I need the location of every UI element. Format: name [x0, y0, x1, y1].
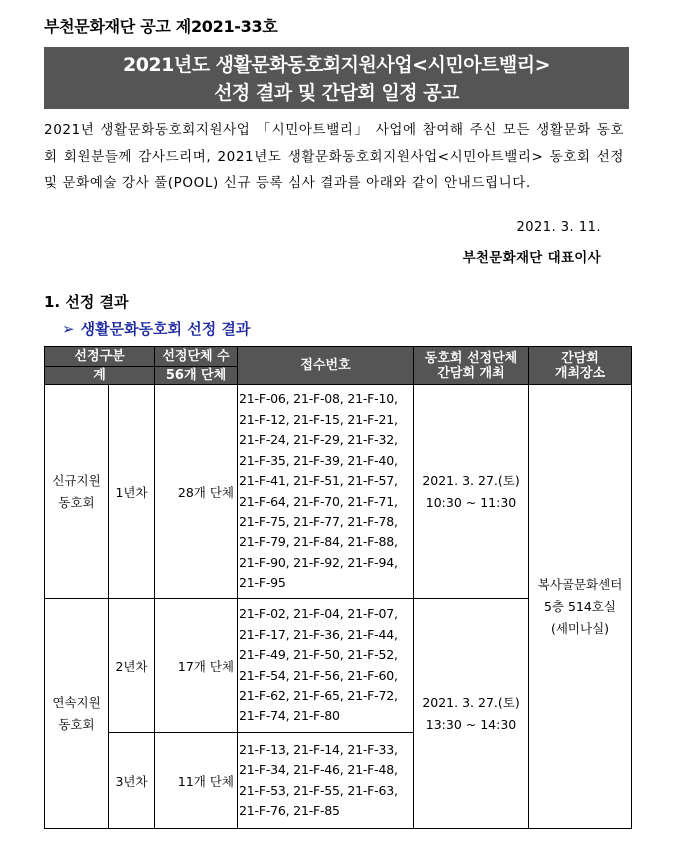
number-line: 21-F-64, 21-F-70, 21-F-71,	[239, 493, 398, 509]
meeting-date: 2021. 3. 27.(토)	[422, 472, 520, 488]
numbers-cell	[238, 733, 414, 829]
header-venue	[529, 347, 632, 385]
signer: 부천문화재단 대표이사	[462, 250, 601, 266]
meeting-time: 13:30 ~ 14:30	[425, 716, 517, 732]
group-type-line: 연속지원	[52, 694, 101, 710]
year-cell: 1년차	[109, 385, 155, 599]
number-line: 21-F-34, 21-F-46, 21-F-48,	[239, 762, 398, 778]
numbers-cell	[238, 385, 414, 599]
number-line: 21-F-41, 21-F-51, 21-F-57,	[239, 473, 398, 489]
arrow-bullet-icon: ➢	[62, 320, 75, 338]
count-cell: 17개 단체	[155, 599, 238, 733]
header-meeting	[414, 347, 529, 385]
number-line: 21-F-79, 21-F-84, 21-F-88,	[239, 534, 398, 550]
number-line: 21-F-13, 21-F-14, 21-F-33,	[239, 741, 398, 757]
title-banner	[44, 47, 629, 109]
year-cell: 3년차	[109, 733, 155, 829]
number-line: 21-F-90, 21-F-92, 21-F-94,	[239, 554, 398, 570]
header-meeting-line-2: 간담회 개최	[437, 365, 505, 381]
number-line: 21-F-53, 21-F-55, 21-F-63,	[239, 782, 398, 798]
venue-line: 복사골문화센터	[537, 576, 623, 592]
notice-number: 부천문화재단 공고 제2021-33호	[44, 17, 278, 36]
header-meeting-line-1: 동호회 선정단체	[424, 350, 518, 366]
group-type-new	[45, 385, 109, 599]
number-line: 21-F-75, 21-F-77, 21-F-78,	[239, 513, 398, 529]
number-line: 21-F-02, 21-F-04, 21-F-07,	[239, 606, 398, 622]
meeting-time: 10:30 ~ 11:30	[425, 494, 517, 510]
number-line: 21-F-12, 21-F-15, 21-F-21,	[239, 411, 398, 427]
section-heading: 1. 선정 결과	[44, 293, 129, 311]
subsection-heading	[62, 318, 250, 339]
header-total-label: 계	[45, 367, 155, 385]
selection-result-table	[44, 346, 632, 829]
venue-cell	[529, 385, 632, 829]
count-cell: 28개 단체	[155, 385, 238, 599]
meeting-cell	[414, 599, 529, 829]
meeting-date: 2021. 3. 27.(토)	[422, 694, 520, 710]
count-cell: 11개 단체	[155, 733, 238, 829]
year-cell: 2년차	[109, 599, 155, 733]
venue-line: 5층 514호실	[544, 598, 617, 614]
notice-date: 2021. 3. 11.	[516, 220, 601, 235]
number-line: 21-F-62, 21-F-65, 21-F-72,	[239, 687, 398, 703]
number-line: 21-F-06, 21-F-08, 21-F-10,	[239, 391, 398, 407]
title-line-2: 선정 결과 및 간담회 일정 공고	[214, 82, 459, 104]
number-line: 21-F-54, 21-F-56, 21-F-60,	[239, 667, 398, 683]
header-count: 선정단체 수	[155, 347, 238, 367]
header-category: 선정구분	[45, 347, 155, 367]
header-total-value: 56개 단체	[155, 367, 238, 385]
venue-line: (세미나실)	[550, 620, 610, 636]
header-numbers: 접수번호	[238, 347, 414, 385]
group-type-continued	[45, 599, 109, 829]
number-line: 21-F-24, 21-F-29, 21-F-32,	[239, 432, 398, 448]
number-line: 21-F-49, 21-F-50, 21-F-52,	[239, 647, 398, 663]
intro-paragraph: 2021년 생활문화동호회지원사업 「시민아트밸리」 사업에 참여해 주신 모든 생활문화 동호회 회원분들께 감사드리며, 2021년도 생활문화동호회지원사업<시민아트밸리> 동호회 선정 및 문화예술 강사 풀(POOL) 신규 등록 심사 결과를 아래와 같이 안내드립니다.	[44, 122, 624, 191]
numbers-cell	[238, 599, 414, 733]
header-venue-line-1: 간담회	[561, 350, 599, 366]
group-type-line: 동호회	[58, 494, 95, 510]
group-type-line: 신규지원	[52, 472, 101, 488]
header-venue-line-2: 개최장소	[554, 365, 606, 381]
group-type-line: 동호회	[58, 716, 95, 732]
number-line: 21-F-35, 21-F-39, 21-F-40,	[239, 452, 398, 468]
table-row	[45, 385, 632, 599]
number-line: 21-F-17, 21-F-36, 21-F-44,	[239, 626, 398, 642]
number-line: 21-F-95	[239, 575, 286, 591]
number-line: 21-F-76, 21-F-85	[239, 802, 340, 818]
subsection-label: 생활문화동호회 선정 결과	[80, 320, 251, 338]
number-line: 21-F-74, 21-F-80	[239, 708, 340, 724]
meeting-cell	[414, 385, 529, 599]
title-line-1: 2021년도 생활문화동호회지원사업<시민아트밸리>	[122, 54, 551, 76]
